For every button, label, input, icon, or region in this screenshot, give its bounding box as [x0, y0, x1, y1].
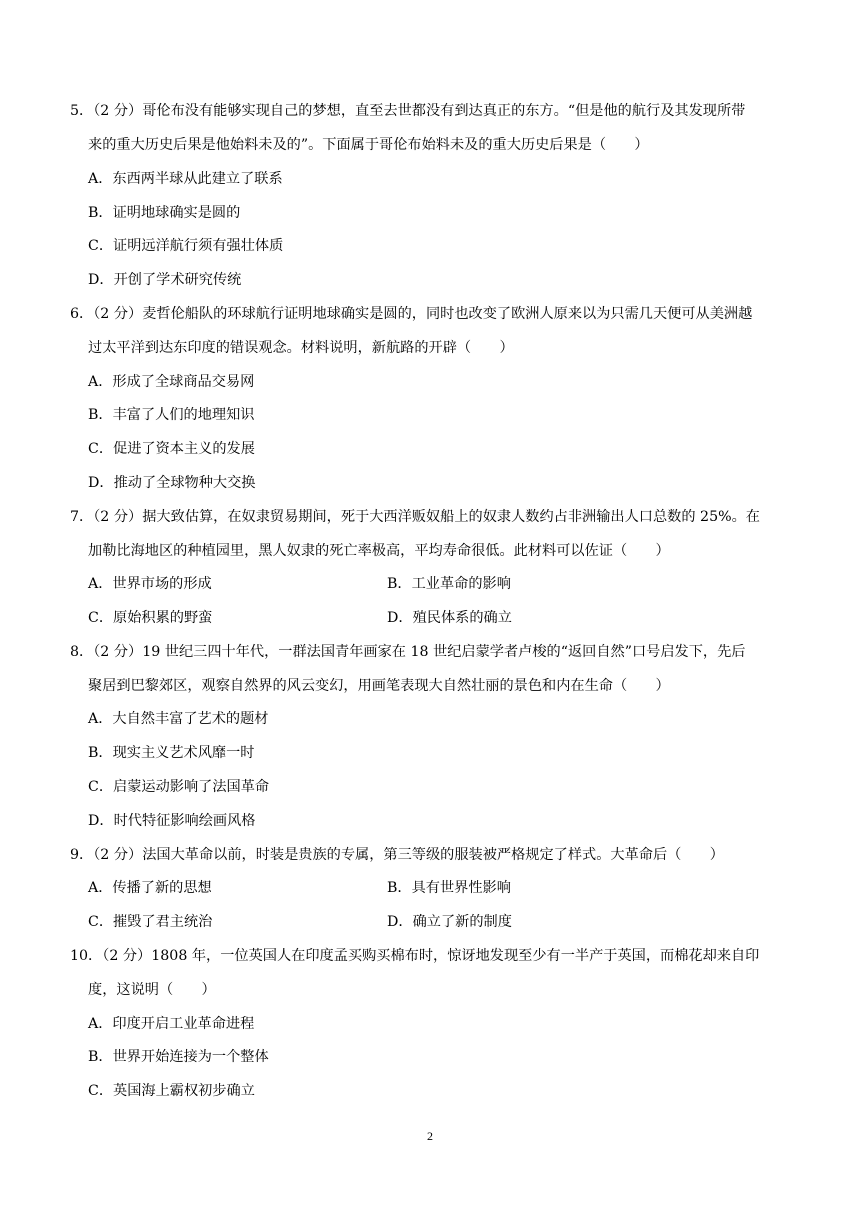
page-number: 2	[427, 1129, 433, 1143]
question-5-option-b: B．证明地球确实是圆的	[88, 205, 241, 221]
question-5-option-c: C．证明远洋航行须有强壮体质	[88, 238, 284, 254]
question-9-option-d: D．确立了新的制度	[387, 914, 512, 930]
question-6-stem: 6．（2 分）麦哲伦船队的环球航行证明地球确实是圆的，同时也改变了欧洲人原来以为只需几天便可从美洲越	[70, 306, 753, 322]
question-10-stem: 10．（2 分）1808 年，一位英国人在印度孟买购买棉布时，惊讶地发现至少有一半产于英国，而棉花却来自印	[70, 948, 760, 964]
question-6-option-a: A．形成了全球商品交易网	[88, 374, 255, 390]
question-8-option-a: A．大自然丰富了艺术的题材	[88, 711, 269, 727]
question-9-option-a: A．传播了新的思想	[88, 880, 212, 896]
question-7-option-c: C．原始积累的野蛮	[88, 610, 213, 626]
question-5-option-a: A．东西两半球从此建立了联系	[88, 171, 283, 187]
question-7-option-a: A．世界市场的形成	[88, 576, 212, 592]
question-5-stem-continued: 来的重大历史后果是他始料未及的”。下面属于哥伦布始料未及的重大历史后果是（ ）	[88, 137, 649, 153]
question-8-option-d: D．时代特征影响绘画风格	[88, 813, 256, 829]
question-7-option-d: D．殖民体系的确立	[387, 610, 512, 626]
question-7-stem-continued: 加勒比海地区的种植园里，黑人奴隶的死亡率极高，平均寿命很低。此材料可以佐证（ ）	[88, 543, 670, 559]
question-7-option-b: B．工业革命的影响	[387, 576, 511, 592]
question-7-stem: 7．（2 分）据大致估算，在奴隶贸易期间，死于大西洋贩奴船上的奴隶人数约占非洲输出人口总数的 25%。在	[70, 509, 760, 525]
question-8-stem: 8．（2 分）19 世纪三四十年代，一群法国青年画家在 18 世纪启蒙学者卢梭的“返回自然”口号启发下，先后	[70, 644, 746, 660]
question-5-option-d: D．开创了学术研究传统	[88, 272, 242, 288]
question-10-option-a: A．印度开启工业革命进程	[88, 1016, 255, 1032]
question-10-option-c: C．英国海上霸权初步确立	[88, 1083, 255, 1099]
question-8-option-c: C．启蒙运动影响了法国革命	[88, 779, 270, 795]
question-10-option-b: B．世界开始连接为一个整体	[88, 1049, 269, 1065]
question-9-option-b: B．具有世界性影响	[387, 880, 511, 896]
question-6-option-c: C．促进了资本主义的发展	[88, 441, 255, 457]
question-6-option-d: D．推动了全球物种大交换	[88, 475, 256, 491]
question-8-option-b: B．现实主义艺术风靡一时	[88, 745, 255, 761]
question-6-stem-continued: 过太平洋到达东印度的错误观念。材料说明，新航路的开辟（ ）	[88, 340, 514, 356]
question-9-option-c: C．摧毁了君主统治	[88, 914, 213, 930]
question-10-stem-continued: 度，这说明（ ）	[88, 982, 216, 998]
question-6-option-b: B．丰富了人们的地理知识	[88, 407, 255, 423]
question-5-stem: 5．（2 分）哥伦布没有能够实现自己的梦想，直至去世都没有到达真正的东方。“但是他的航行及其发现所带	[70, 103, 746, 119]
question-9-stem: 9．（2 分）法国大革命以前，时装是贵族的专属，第三等级的服装被严格规定了样式。大革命后（ ）	[70, 847, 724, 863]
question-8-stem-continued: 聚居到巴黎郊区，观察自然界的风云变幻，用画笔表现大自然壮丽的景色和内在生命（ ）	[88, 678, 670, 694]
